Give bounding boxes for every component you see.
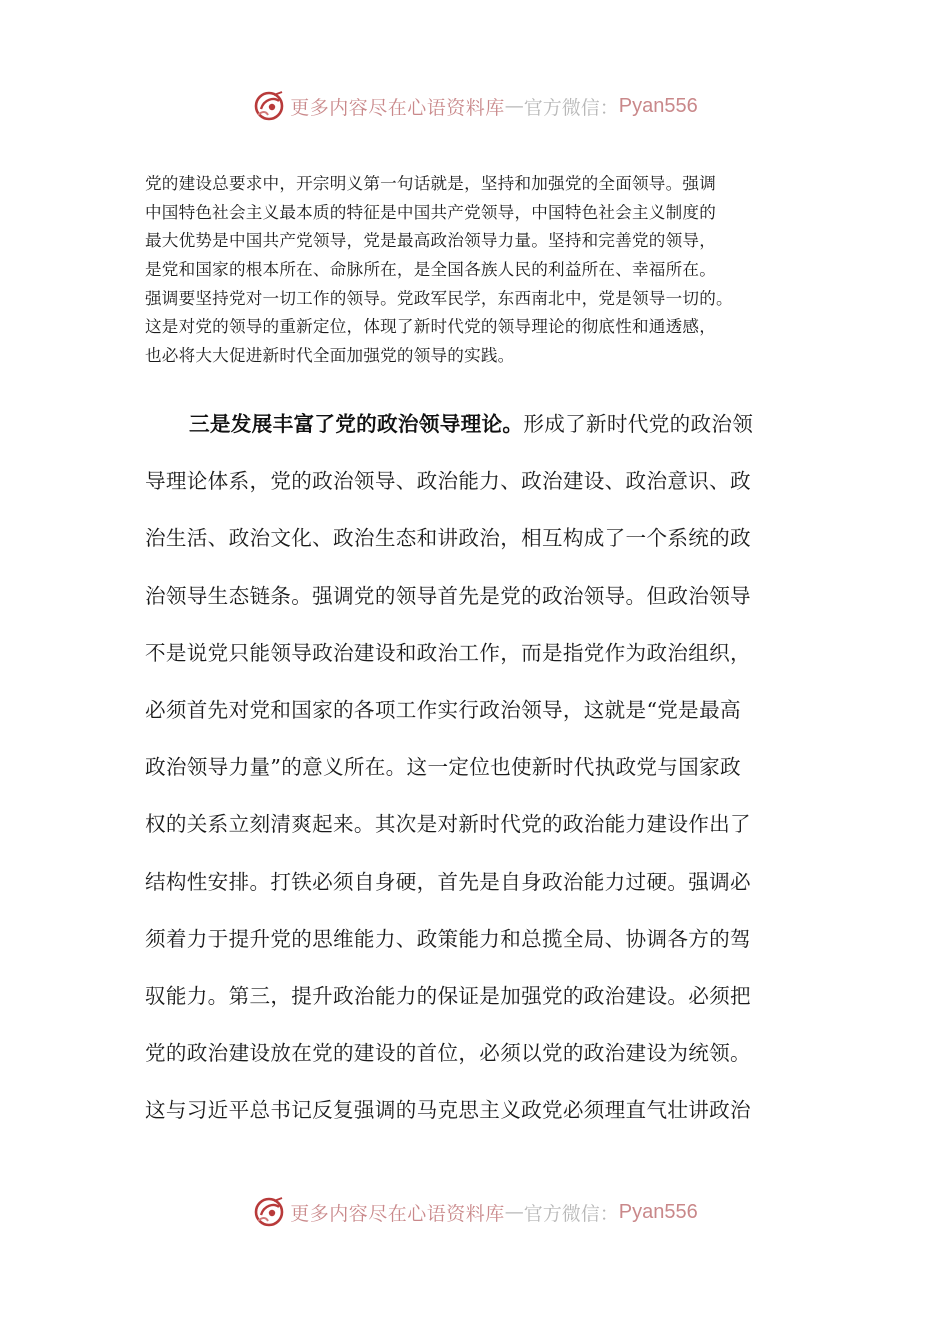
text-line-first bbox=[145, 396, 805, 453]
footer-banner bbox=[0, 1192, 950, 1232]
section-heading: 三是发展丰富了党的政治领导理论。 bbox=[189, 412, 524, 436]
text-line: 强调要坚持党对一切工作的领导。党政军民学，东西南北中，党是领导一切的。 bbox=[145, 288, 733, 308]
text-line: 必须首先对党和国家的各项工作实行政治领导，这就是“党是最高 bbox=[145, 697, 741, 722]
banner-wechat-label: 官方微信： bbox=[523, 1202, 619, 1225]
text-line: 治生活、政治文化、政治生态和讲政治，相互构成了一个系统的政 bbox=[145, 526, 751, 551]
text-line: 权的关系立刻清爽起来。其次是对新时代党的政治能力建设作出了 bbox=[145, 812, 751, 837]
text-line: 治领导生态链条。强调党的领导首先是党的政治领导。但政治领导 bbox=[145, 583, 751, 608]
text-line: 是党和国家的根本所在、命脉所在，是全国各族人民的利益所在、幸福所在。 bbox=[145, 260, 716, 280]
banner-wechat-id: Pyan556 bbox=[618, 94, 698, 117]
logo-icon bbox=[252, 89, 286, 123]
header-banner bbox=[0, 86, 950, 126]
text-line: 导理论体系，党的政治领导、政治能力、政治建设、政治意识、政 bbox=[145, 469, 751, 494]
text-line: 也必将大大促进新时代全面加强党的领导的实践。 bbox=[145, 346, 515, 366]
paragraph-2 bbox=[145, 396, 805, 1139]
text-line-rest: 形成了新时代党的政治领 bbox=[523, 412, 754, 436]
paragraph-1 bbox=[145, 170, 825, 371]
text-line: 最大优势是中国共产党领导，党是最高政治领导力量。坚持和完善党的领导， bbox=[145, 231, 716, 251]
banner-dash: — bbox=[504, 95, 524, 117]
text-line: 驭能力。第三，提升政治能力的保证是加强党的政治建设。必须把 bbox=[145, 983, 751, 1008]
text-line: 中国特色社会主义最本质的特征是中国共产党领导，中国特色社会主义制度的 bbox=[145, 202, 716, 222]
text-line: 党的政治建设放在党的建设的首位，必须以党的政治建设为统领。 bbox=[145, 1041, 751, 1066]
text-line: 不是说党只能领导政治建设和政治工作，而是指党作为政治组织， bbox=[145, 640, 751, 665]
text-line: 这是对党的领导的重新定位，体现了新时代党的领导理论的彻底性和通透感， bbox=[145, 317, 716, 337]
text-line: 须着力于提升党的思维能力、政策能力和总揽全局、协调各方的驾 bbox=[145, 926, 751, 951]
text-line: 政治领导力量”的意义所在。这一定位也使新时代执政党与国家政 bbox=[145, 755, 741, 780]
banner-wechat-label: 官方微信： bbox=[523, 96, 619, 119]
text-line: 党的建设总要求中，开宗明义第一句话就是，坚持和加强党的全面领导。强调 bbox=[145, 174, 716, 193]
text-line: 这与习近平总书记反复强调的马克思主义政党必须理直气壮讲政治 bbox=[145, 1098, 751, 1123]
text-line: 结构性安排。打铁必须自身硬，首先是自身政治能力过硬。强调必 bbox=[145, 869, 751, 894]
banner-text: 更多内容尽在心语资料库 bbox=[290, 96, 505, 119]
banner-dash: — bbox=[504, 1201, 524, 1223]
banner-text: 更多内容尽在心语资料库 bbox=[290, 1202, 505, 1225]
logo-icon bbox=[252, 1195, 286, 1229]
banner-wechat-id: Pyan556 bbox=[618, 1200, 698, 1223]
